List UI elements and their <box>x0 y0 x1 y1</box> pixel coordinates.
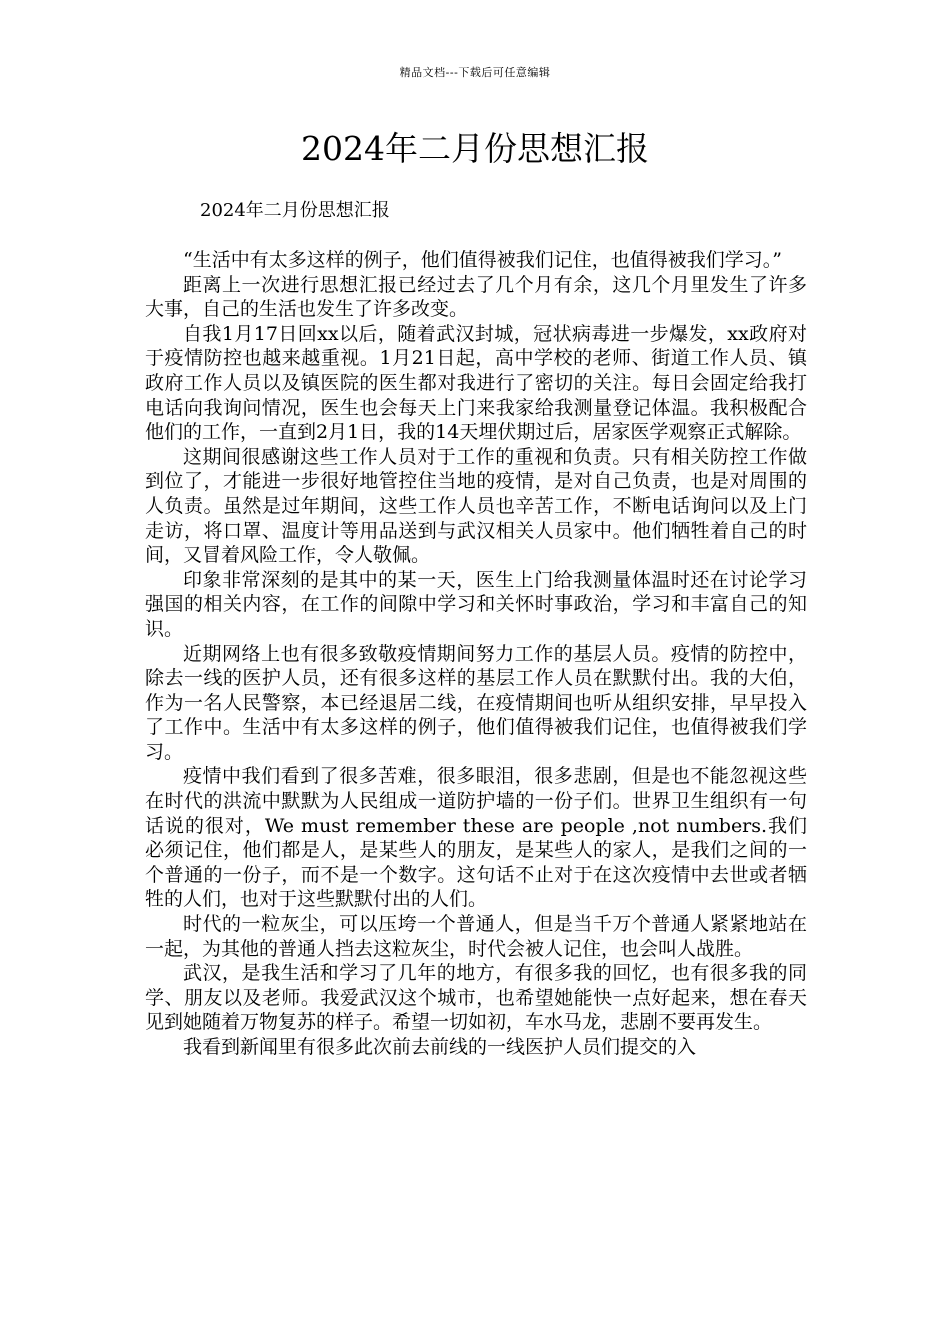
paragraph: 这期间很感谢这些工作人员对于工作的重视和负责。只有相关防控工作做到位了，才能进一步很好地管控住当地的疫情，是对自己负责，也是对周围的人负责。虽然是过年期间，这些工作人员也辛苦工作，不断电话询问以及上门走访，将口罩、温度计等用品送到与武汉相关人员家中。他们牺牲着自己的时间，又冒着风险工作，令人敬佩。 <box>145 445 807 567</box>
paragraph: 自我1月17日回xx以后，随着武汉封城，冠状病毒进一步爆发，xx政府对于疫情防控也越来越重视。1月21日起，高中学校的老师、街道工作人员、镇政府工作人员以及镇医院的医生都对我进行了密切的关注。每日会固定给我打电话向我询问情况，医生也会每天上门来我家给我测量登记体温。我积极配合他们的工作，一直到2月1日，我的14天埋伏期过后，居家医学观察正式解除。 <box>145 322 807 444</box>
paragraph: 时代的一粒灰尘，可以压垮一个普通人，但是当千万个普通人紧紧地站在一起，为其他的普通人挡去这粒灰尘，时代会被人记住，也会叫人战胜。 <box>145 913 807 960</box>
paragraph: 武汉，是我生活和学习了几年的地方，有很多我的回忆，也有很多我的同学、朋友以及老师。我爱武汉这个城市，也希望她能快一点好起来，想在春天见到她随着万物复苏的样子。希望一切如初，车水马龙，悲剧不要再发生。 <box>145 962 807 1034</box>
paragraph: 距离上一次进行思想汇报已经过去了几个月有余，这几个月里发生了许多大事，自己的生活也发生了许多改变。 <box>145 273 807 321</box>
paragraph: 近期网络上也有很多致敬疫情期间努力工作的基层人员。疫情的防控中，除去一线的医护人员，还有很多这样的基层工作人员在默默付出。我的大伯，作为一名人民警察，本已经退居二线，在疫情期间也听从组织安排，早早投入了工作中。生活中有太多这样的例子，他们值得被我们记住，也值得被我们学习。 <box>145 642 807 763</box>
paragraph: 我看到新闻里有很多此次前去前线的一线医护人员们提交的入 <box>183 1036 697 1058</box>
document-subtitle: 2024年二月份思想汇报 <box>200 200 390 221</box>
paragraph: 印象非常深刻的是其中的某一天，医生上门给我测量体温时还在讨论学习强国的相关内容，在工作的间隙中学习和关怀时事政治，学习和丰富自己的知识。 <box>145 568 807 640</box>
page-header: 精品文档---下载后可任意编辑 <box>399 66 551 79</box>
document-title: 2024年二月份思想汇报 <box>301 129 649 168</box>
paragraph: 疫情中我们看到了很多苦难，很多眼泪，很多悲剧，但是也不能忽视这些在时代的洪流中默默为人民组成一道防护墙的一份子们。世界卫生组织有一句话说的很对，We must remember these are people ,not numbers.我们必须记住，他们都是人，是某些人的朋友，是某些人的家人，是我们之间的一个普通的一份子，而不是一个数字。这句话不止对于在这次疫情中去世或者牺牲的人们，也对于这些默默付出的人们。 <box>145 765 807 911</box>
paragraph-quote: “生活中有太多这样的例子，他们值得被我们记住，也值得被我们学习。” <box>183 249 782 271</box>
document-body <box>145 248 807 1060</box>
